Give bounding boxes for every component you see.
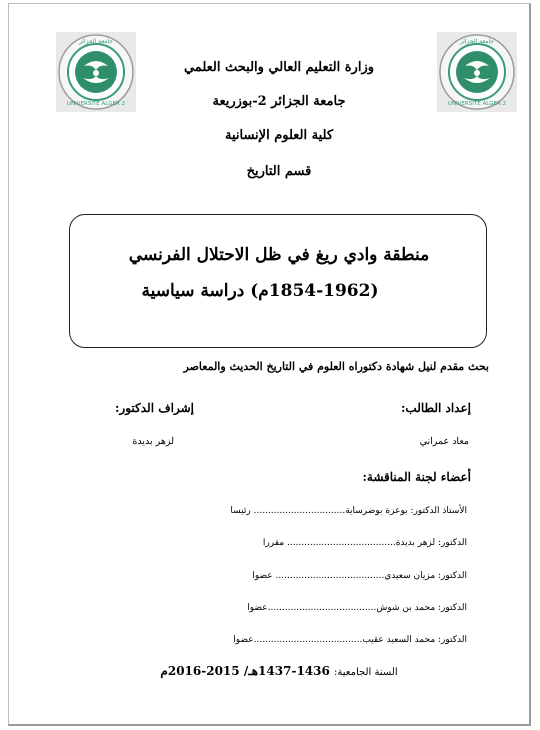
committee-row (233, 635, 467, 645)
committee-row (247, 603, 467, 613)
member-role: عضوا (247, 603, 268, 613)
member-name: الأستاذ الدكتور: بوعزة بوضرساية (345, 506, 467, 516)
committee-row (230, 506, 467, 516)
academic-year-value: 1436-1437هـ/ 2015-2016م (160, 664, 330, 678)
dotted-leader: ...................................... (253, 635, 363, 645)
academic-year (149, 664, 409, 678)
dotted-leader: ...................................... (275, 571, 385, 581)
supervisor-name: لزهر بديدة (132, 436, 174, 447)
faculty-heading: كلية العلوم الإنسانية (224, 128, 334, 143)
member-name: الدكتور: محمد بن شوش (376, 603, 467, 613)
thesis-title-line1: منطقة وادي ريغ في ظل الاحتلال الفرنسي (128, 245, 430, 265)
member-role: رئيسا (230, 506, 251, 516)
committee-label: أعضاء لجنة المناقشة: (362, 470, 471, 484)
member-role: مقررا (262, 538, 285, 548)
university-logo-left (56, 32, 136, 112)
university-seal-icon (56, 32, 136, 112)
thesis-title-box (69, 214, 487, 348)
thesis-subtitle: بحث مقدم لنيل شهادة دكتوراه العلوم في التاريخ الحديث والمعاصر (183, 360, 489, 373)
university-seal-icon (437, 32, 517, 112)
student-name: معاد عمراني (419, 436, 469, 447)
committee-row (252, 571, 467, 581)
supervisor-label: إشراف الدكتور: (114, 401, 194, 415)
dotted-leader: ................................ (253, 506, 346, 516)
member-role: عضوا (252, 571, 273, 581)
page-sheet (8, 3, 531, 726)
committee-row (263, 538, 467, 548)
university-logo-right (437, 32, 517, 112)
svg-text:UNIVERSITE ALGER 2: UNIVERSITE ALGER 2 (66, 101, 126, 107)
ministry-heading: وزارة التعليم العالي والبحث العلمي (183, 60, 375, 75)
academic-year-label: السنة الجامعية: (334, 667, 398, 678)
member-name: الدكتور: محمد السعيد عقيب (362, 635, 467, 645)
member-name: الدكتور: مزيان سعيدي (384, 571, 467, 581)
university-heading: جامعة الجزائر 2-بوزريعة (212, 94, 346, 109)
member-role: عضوا (233, 635, 254, 645)
thesis-title-line2: (1854-1962م) دراسة سياسية (141, 281, 379, 301)
dotted-leader: ...................................... (286, 538, 396, 548)
student-label: إعداد الطالب: (400, 401, 471, 415)
svg-text:جامعة الجزائر: جامعة الجزائر (78, 38, 114, 45)
department-heading: قسم التاريخ (246, 164, 312, 179)
svg-text:UNIVERSITE ALGER 2: UNIVERSITE ALGER 2 (447, 101, 507, 107)
dotted-leader: ...................................... (267, 603, 377, 613)
member-name: الدكتور: لزهر بديدة (395, 538, 467, 548)
svg-text:جامعة الجزائر: جامعة الجزائر (459, 38, 495, 45)
